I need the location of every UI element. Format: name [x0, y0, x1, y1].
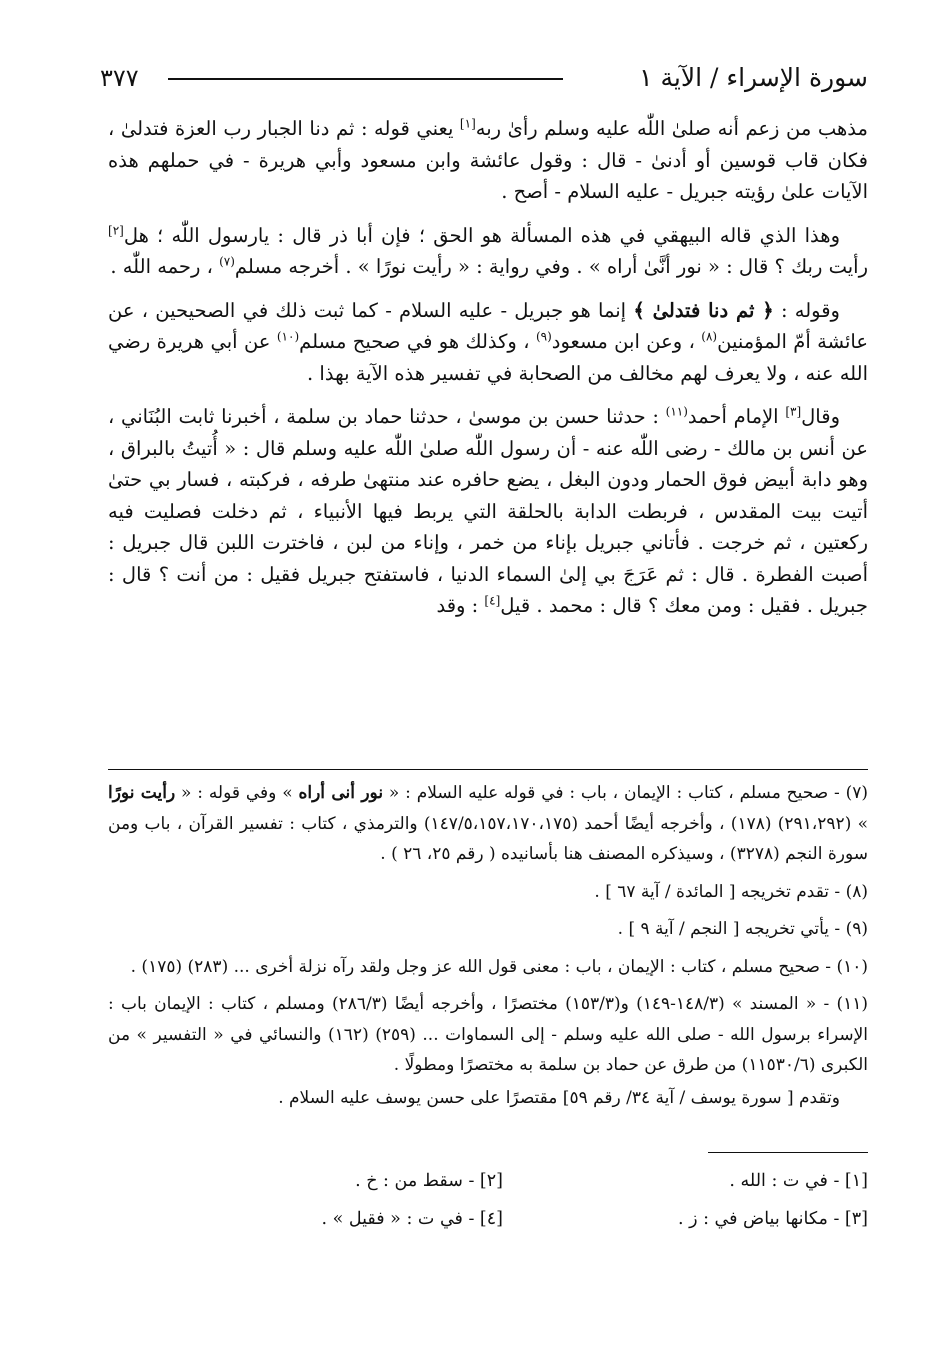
paragraph-text: مذهب من زعم أنه صلىٰ اللّٰه عليه وسلم رأىٰ ربه: [475, 117, 868, 140]
footnote-text: - « المسند » (١٤٨/٣-١٤٩) و(١٥٣/٣) مختصرًا ، وأخرجه أيضًا (٢٨٦/٣) ومسلم ، كتاب : الإيمان باب : الإسراء برسول الله - صلى الله عليه وسلم - إلى السماوات ... (٢٥٩) (١٦٢) والنسائي في « التفسير » من الكبرى (١١٥٣٠/٦) من طرق عن حماد بن سلمة به مختصرًا ومطولًا .: [108, 994, 868, 1075]
manuscript-note-2: [٢] - سقط من : خ .: [355, 1171, 503, 1191]
footnote-text: - تقدم تخريجه [ المائدة / آية ٦٧ ] .: [594, 881, 846, 902]
manuscript-note-4: [٤] - في ت : « فقيل » .: [321, 1209, 503, 1229]
manuscript-note-ref: [٤]: [484, 593, 501, 608]
footnote-7: [108, 778, 868, 870]
footnote-label: (٩): [845, 919, 868, 939]
footnote-ref: (٨): [701, 329, 718, 344]
footnote-9: [108, 914, 868, 945]
footnote-emphasis: رأيت نورًا: [108, 783, 176, 803]
footnote-label: (١٠): [836, 956, 868, 977]
footnote-text: - يأتي تخريجه [ النجم / آية ٩ ] .: [617, 919, 846, 939]
footnote-text: - صحيح مسلم ، كتاب : الإيمان ، باب : معنى قول الله عز وجل ولقد رآه نزلة أخرى ... (٢٨٣) (١٧٥) .: [130, 956, 837, 977]
paragraph-text: ، وكذلك هو في صحيح مسلم: [299, 330, 536, 353]
footnote-text: » وفي قوله : «: [175, 783, 299, 803]
paragraph-text: إنما هو جبريل - عليه السلام - كما ثبت ذلك في الصحيحين ، عن عائشة أمّ المؤمنين: [108, 298, 869, 353]
footnote-text: وتقدم [ سورة يوسف / آية ٣٤/ رقم ٥٩] مقتصرًا على حسن يوسف عليه السلام .: [278, 1087, 840, 1108]
footnote-ref: (٧): [219, 254, 235, 269]
main-text: [108, 113, 868, 634]
footnote-11-continued: [108, 1083, 868, 1114]
footnote-text: - صحيح مسلم ، كتاب : الإيمان ، باب : في قوله عليه السلام : «: [383, 783, 846, 803]
manuscript-note-3: [٣] - مكانها بياض في : ز .: [677, 1209, 868, 1229]
paragraph-text: وقال: [801, 405, 840, 428]
manuscript-note-ref: [١]: [459, 116, 476, 131]
manuscript-note-1: [١] - في ت : الله .: [729, 1171, 868, 1191]
running-title: سورة الإسراء / الآية ١: [639, 63, 868, 92]
footnote-ref: (١٠): [276, 329, 300, 344]
footnote-divider: [108, 769, 868, 770]
footnote-ref: (٩): [535, 329, 552, 344]
page-number: ٣٧٧: [100, 64, 139, 92]
page-header: [100, 58, 868, 98]
footnote-label: (٨): [845, 881, 868, 902]
paragraph-text: : حدثنا حسن بن موسىٰ ، حدثنا حماد بن سلمة ، أخبرنا ثابت البُنَاني ، عن أنس بن مالك - رضى اللّٰه عنه - أن رسول اللّٰه صلىٰ اللّٰه عليه وسلم قال : « أُتيتُ بالبراق ، وهو دابة أبيض فوق الحمار ودون البغل ، يضع حافره عند منتهىٰ طرفه ، فركبته ، فسار بي حتىٰ أتيت بيت المقدس ، فربطت الدابة بالحلقة التي يربط فيها الأنبياء ، ثم دخلت فصليت فيه ركعتين ، ثم خرجت . فأتاني جبريل بإناء من خمر ، وإناء من لبن ، فاخترت اللبن قال جبريل : أصبت الفطرة . قال : ثم عَرَجَ بي إلىٰ السماء الدنيا ، فاستفتح جبريل فقيل : من أنت ؟ قال : جبريل . فقيل : ومن معك ؟ قال : محمد . قيل: [108, 405, 868, 617]
paragraph-text: وهذا الذي قاله البيهقي في هذه المسألة هو الحق ؛ فإن أبا ذر قال : يارسول اللّٰه ؛ هل: [123, 223, 840, 247]
paragraph-text: ، وعن ابن مسعود: [551, 330, 702, 353]
paragraph-text: رأيت ربك ؟ قال : « نور أنَّىٰ أراه » . وفي رواية : « رأيت نورًا » . أخرجه مسلم: [234, 255, 868, 278]
header-rule: [168, 78, 563, 80]
footnote-text: » (٢٩١،٢٩٢) (١٧٨) ، وأخرجه أيضًا أحمد (١٤٧/٥،١٥٧،١٧٠،١٧٥) والترمذي ، كتاب : تفسير القرآن ، باب ومن سورة النجم (٣٢٧٨) ، وسيذكره المصنف هنا بأسانيده ( رقم ٢٥، ٢٦ ) .: [108, 813, 869, 864]
paragraph-text: : وقد: [436, 594, 485, 617]
paragraph-text: عن أبي هريرة رضي الله عنه ، ولا يعرف لهم مخالف من الصحابة في تفسير هذه الآية بهذا .: [108, 330, 868, 385]
quran-verse: ﴿ ثم دنا فتدلىٰ ﴾: [633, 298, 774, 322]
paragraph-text: وقوله :: [773, 298, 840, 322]
footnote-label: (١١): [836, 994, 868, 1014]
footnote-ref: (١١): [665, 404, 688, 419]
paragraph-text: الإمام أحمد: [687, 405, 786, 428]
paragraph-text: يعني قوله : ثم دنا الجبار رب العزة فتدلىٰ ، فكان قاب قوسين أو أدنىٰ - قال : وقول عائشة وابن مسعود وأبي هريرة - في حملهم هذه الآيات علىٰ رؤيته جبريل - عليه السلام - أصح .: [108, 117, 868, 203]
manuscript-notes-divider: [708, 1152, 868, 1153]
paragraph-text: ، رحمه اللّٰه .: [110, 255, 220, 278]
paragraph-4: [108, 401, 868, 622]
footnote-label: (٧): [845, 783, 869, 803]
paragraph-1: [108, 113, 868, 208]
footnote-10: [108, 952, 868, 983]
manuscript-notes: [110, 1164, 868, 1244]
manuscript-note-ref: [٢]: [108, 223, 124, 237]
footnote-emphasis: نور أنى أراه: [298, 783, 384, 803]
manuscript-note-ref: [٣]: [785, 404, 802, 419]
footnotes: [108, 778, 868, 1115]
footnote-11: [108, 989, 868, 1081]
paragraph-3: [108, 295, 868, 390]
paragraph-2: [108, 220, 868, 283]
footnote-8: [108, 877, 868, 908]
